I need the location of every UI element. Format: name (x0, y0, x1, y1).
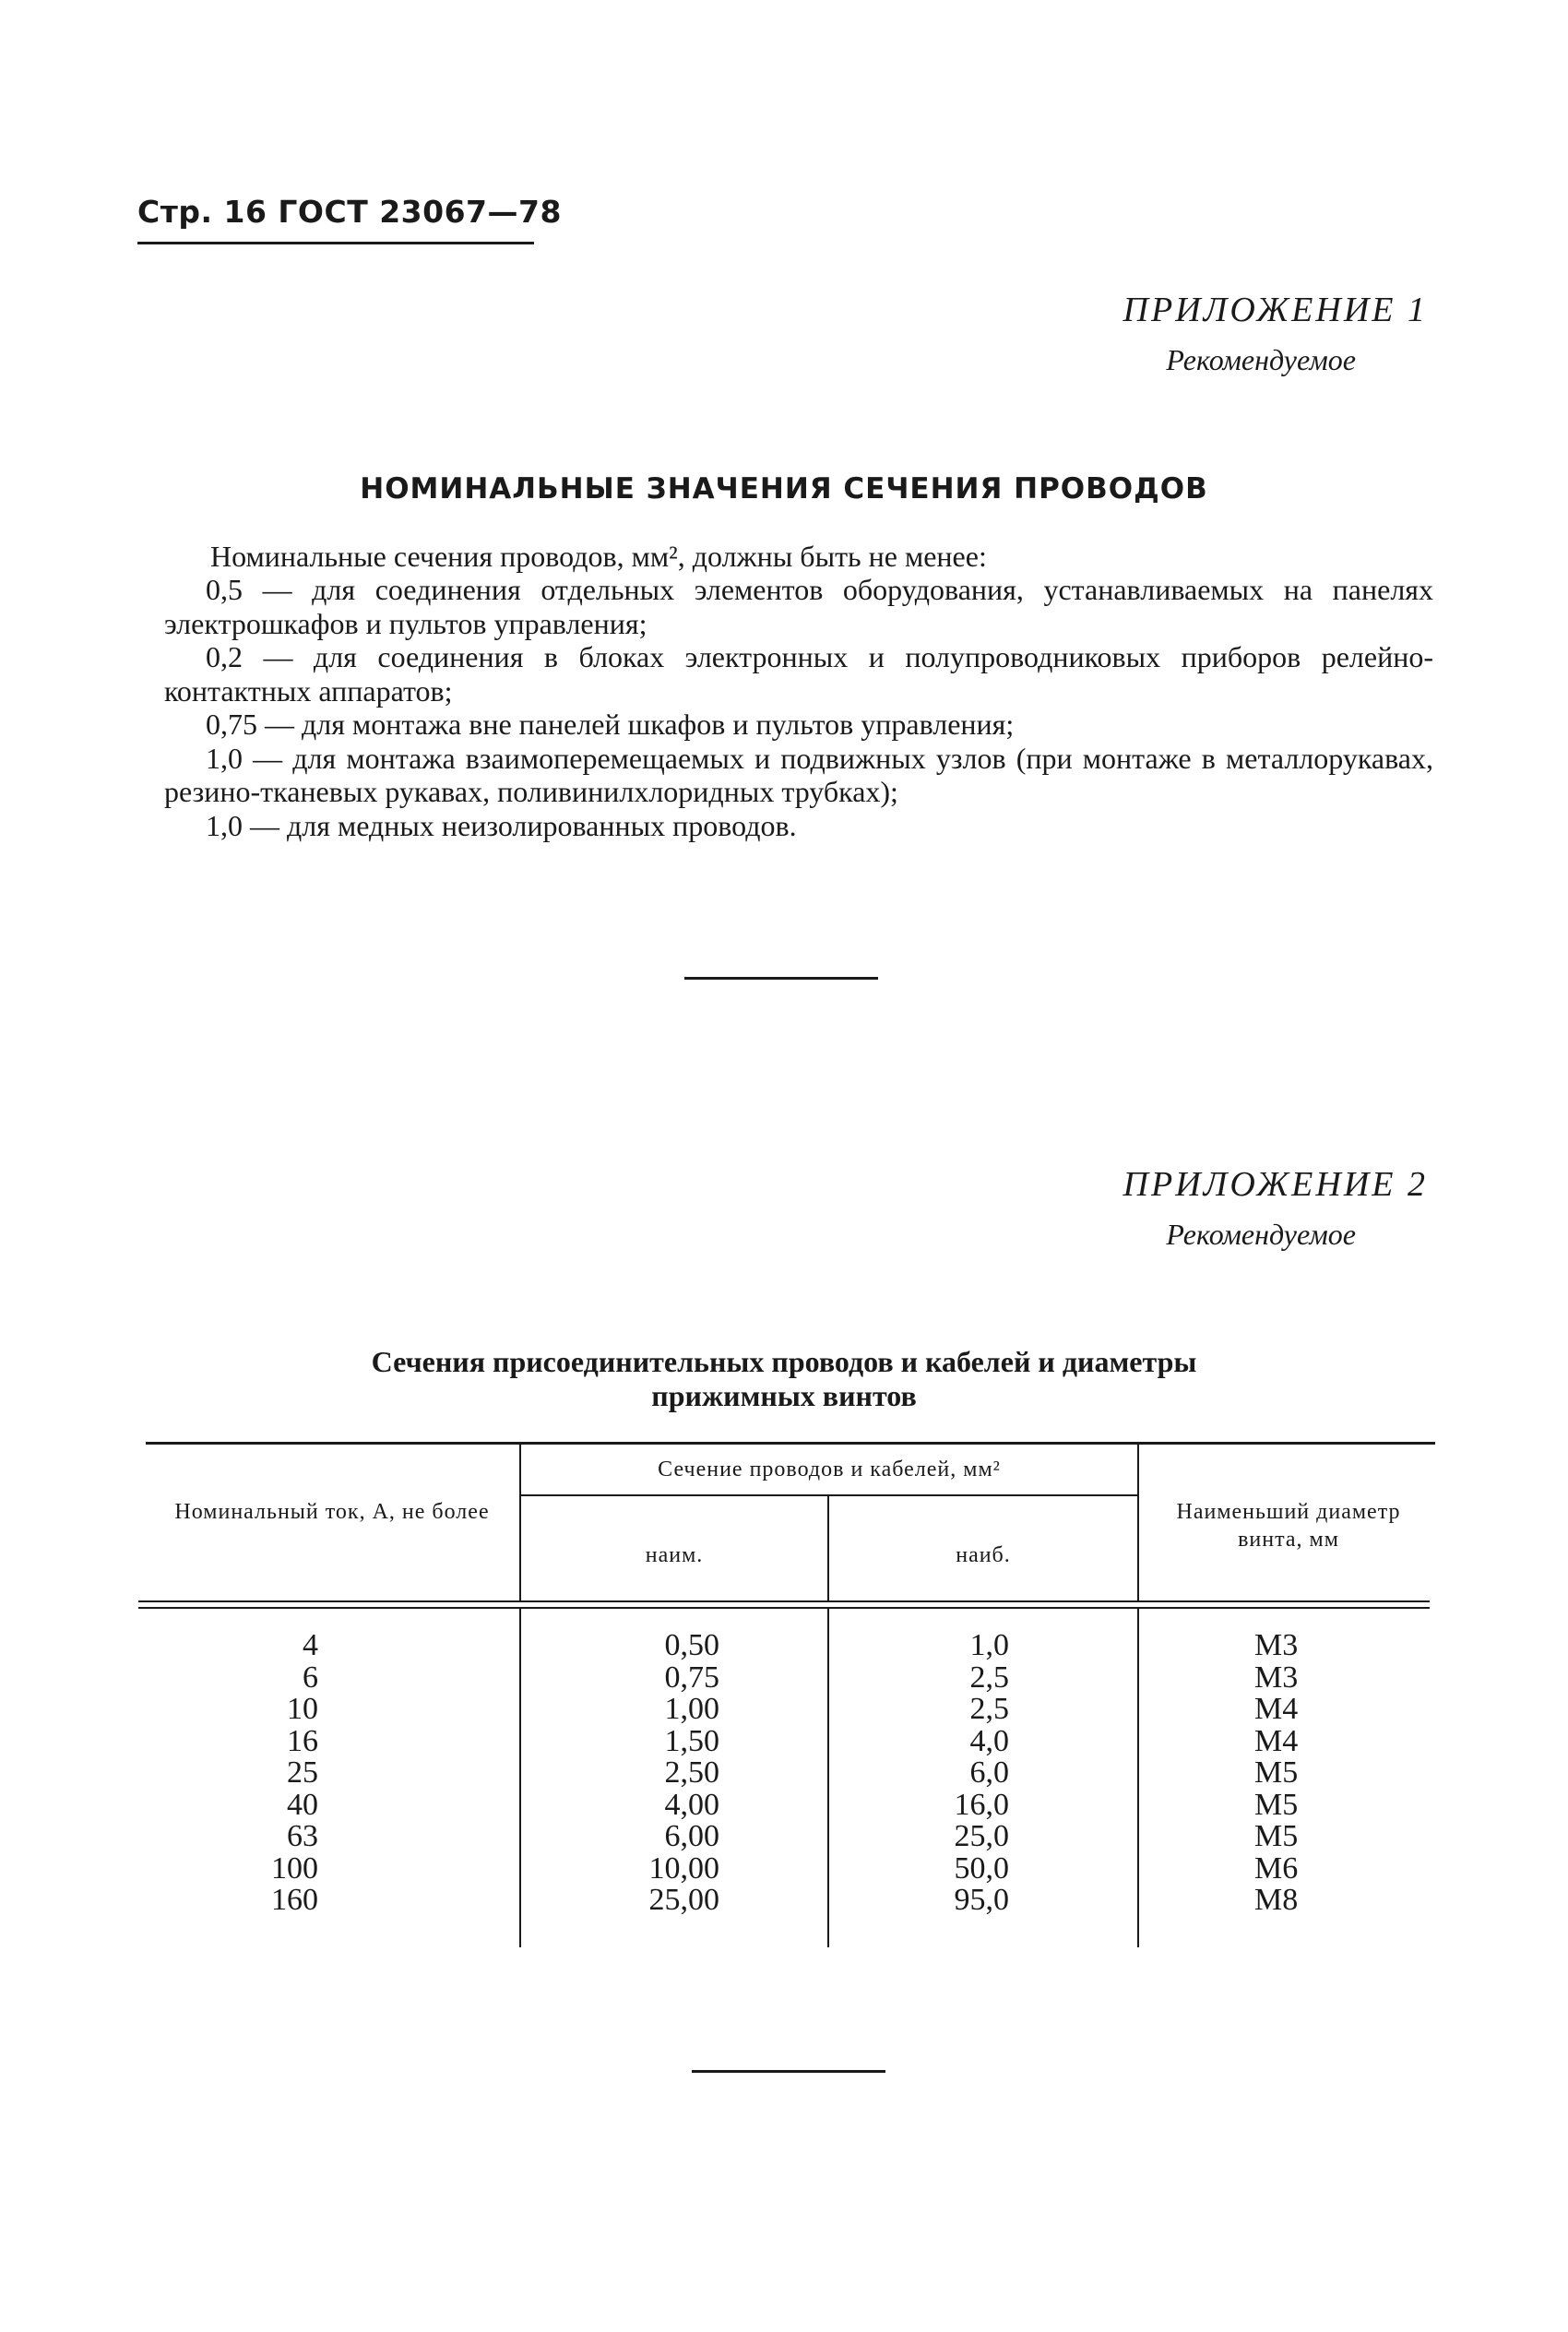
header-max: наиб. (956, 1543, 1011, 1567)
table-cell: М5 (1254, 1755, 1299, 1790)
header-bottom-rule (138, 1600, 1430, 1602)
table-cell: 95,0 (954, 1883, 1009, 1917)
title-line: Сечения присоединительных проводов и кабелей и диаметры (371, 1345, 1197, 1378)
table-cell: 160 (271, 1883, 318, 1917)
table-cell: 4 (303, 1628, 318, 1662)
paragraph: Номинальные сечения проводов, мм², должны быть не менее: (210, 540, 987, 573)
table-cell: М5 (1254, 1819, 1299, 1853)
table-cell: 40 (287, 1787, 318, 1822)
table-cell: 0,50 (664, 1628, 719, 1662)
table-cell: 25,00 (648, 1883, 719, 1917)
appendix1-status: Рекомендуемое (1166, 343, 1356, 376)
column-min (649, 1630, 720, 1917)
appendix2-label: ПРИЛОЖЕНИЕ 2 (1123, 1165, 1428, 1204)
table-cell: 1,00 (664, 1692, 719, 1726)
table-cell: 4,00 (664, 1787, 719, 1822)
table-cell: 16,0 (954, 1787, 1009, 1822)
table-cell: 6 (303, 1660, 318, 1695)
table-cell: 6,0 (969, 1755, 1009, 1790)
appendix1-label: ПРИЛОЖЕНИЕ 1 (1123, 291, 1428, 329)
paragraph: 1,0 — для медных неизолированных проводов. (206, 808, 797, 842)
table-cell: 25 (287, 1755, 318, 1790)
paragraph: 0,75 — для монтажа вне панелей шкафов и пультов управления; (206, 708, 1015, 742)
column-current (271, 1630, 318, 1917)
header-section-group: Сечение проводов и кабелей, мм² (658, 1458, 1001, 1481)
paragraph: 0,5 — для соединения отдельных элементов оборудования, устанавливаемых на панелях электрошкафов и пультов управления; (164, 573, 1433, 640)
end-divider (692, 2070, 885, 2073)
header-current: Номинальный ток, А, не более (174, 1500, 490, 1524)
title-line: прижимных винтов (651, 1378, 917, 1412)
table-cell: 1,50 (664, 1723, 719, 1758)
table-cell: 6,00 (664, 1819, 719, 1853)
table-cell: 1,0 (969, 1628, 1009, 1662)
table-cell: 25,0 (954, 1819, 1009, 1853)
table-cell: М3 (1254, 1628, 1299, 1662)
page-header: Стр. 16 ГОСТ 23067—78 (137, 194, 562, 230)
table-cell: М4 (1254, 1692, 1299, 1726)
table-cell: М4 (1254, 1723, 1299, 1758)
appendix1-title: НОМИНАЛЬНЫЕ ЗНАЧЕНИЯ СЕЧЕНИЯ ПРОВОДОВ (360, 472, 1208, 506)
paragraph: 1,0 — для монтажа взаимоперемещаемых и подвижных узлов (при монтаже в металлорукавах, резино-тканевых рукавах, поливинилхлоридных трубках); (164, 741, 1433, 809)
header-diameter: Наименьший диаметр винта, мм (1176, 1500, 1401, 1552)
table-cell: 50,0 (954, 1850, 1009, 1886)
col-divider (827, 1609, 829, 1947)
table-cell: М3 (1254, 1660, 1299, 1695)
col-divider (1137, 1444, 1139, 1600)
column-screw (1254, 1630, 1298, 1917)
table-cell: 10,00 (648, 1850, 719, 1886)
table-cell: М8 (1254, 1883, 1299, 1917)
table-top-rule (146, 1442, 1435, 1445)
table-cell: 2,5 (969, 1692, 1009, 1726)
table-cell: 10 (287, 1692, 318, 1726)
col-divider (1137, 1609, 1139, 1947)
table-cell: 0,75 (664, 1660, 719, 1695)
table-cell: 4,0 (969, 1723, 1009, 1758)
table-cell: М5 (1254, 1787, 1299, 1822)
col-divider (519, 1609, 521, 1947)
table-cell: М6 (1254, 1850, 1299, 1886)
paragraph: 0,2 — для соединения в блоках электронных и полупроводниковых приборов релейно-контактных аппаратов; (164, 640, 1433, 708)
table-cell: 2,5 (969, 1660, 1009, 1695)
table-cell: 100 (271, 1850, 318, 1886)
table-cell: 2,50 (664, 1755, 719, 1790)
header-bottom-rule-2 (138, 1607, 1430, 1609)
header-min: наим. (645, 1543, 704, 1567)
table-cell: 16 (287, 1723, 318, 1758)
column-max (955, 1630, 1010, 1917)
table-cell: 63 (287, 1819, 318, 1853)
appendix2-status: Рекомендуемое (1166, 1218, 1356, 1251)
